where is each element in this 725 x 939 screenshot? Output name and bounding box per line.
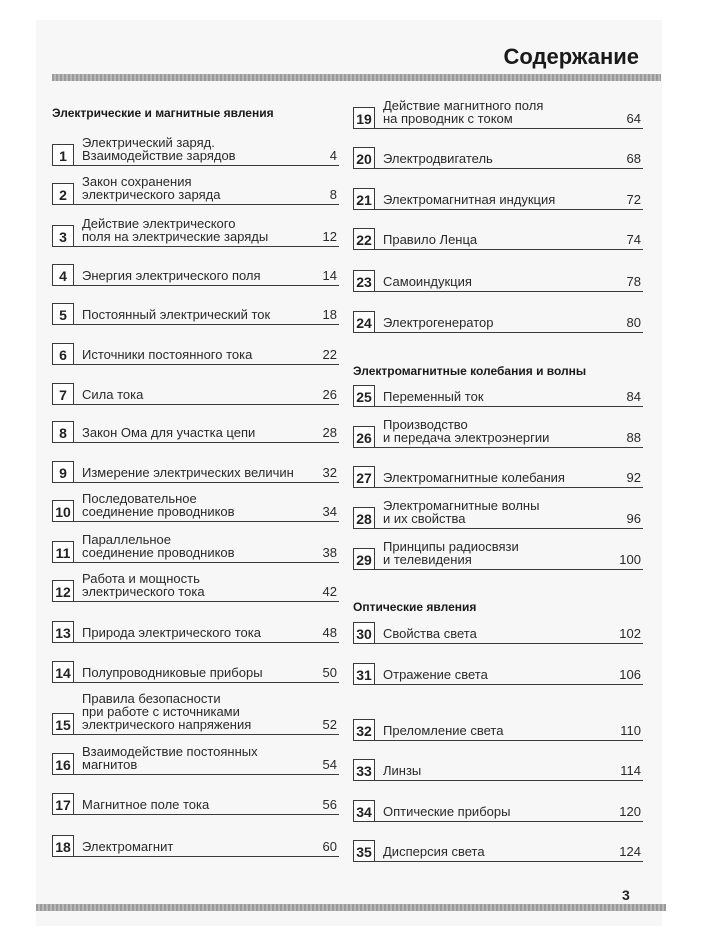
toc-item-page: 48 bbox=[322, 625, 337, 640]
toc-item-number: 33 bbox=[353, 759, 375, 781]
toc-item-underline bbox=[74, 246, 339, 247]
toc-item-underline bbox=[74, 404, 339, 405]
toc-item-underline bbox=[375, 406, 643, 407]
toc-item[interactable] bbox=[52, 296, 339, 325]
toc-item-page: 52 bbox=[322, 717, 337, 732]
toc-item-page: 96 bbox=[626, 511, 641, 526]
toc-item-title: Правило Ленца bbox=[383, 232, 478, 247]
toc-item-title: Работа и мощность электрического тока bbox=[82, 571, 205, 599]
toc-item-underline bbox=[375, 861, 643, 862]
toc-item-number: 3 bbox=[52, 225, 74, 247]
toc-item-underline bbox=[74, 774, 339, 775]
toc-item-number: 19 bbox=[353, 107, 375, 129]
toc-item-underline bbox=[375, 780, 643, 781]
toc-item-page: 124 bbox=[619, 844, 641, 859]
toc-item[interactable] bbox=[52, 786, 339, 815]
toc-item-underline bbox=[74, 442, 339, 443]
toc-item[interactable] bbox=[52, 414, 339, 443]
toc-item-number: 20 bbox=[353, 147, 375, 169]
toc-item-number: 25 bbox=[353, 385, 375, 407]
toc-item-underline bbox=[74, 204, 339, 205]
toc-item-title: Электрический заряд. Взаимодействие зарядов bbox=[82, 135, 236, 163]
toc-item[interactable] bbox=[52, 176, 339, 205]
toc-item-underline bbox=[375, 128, 643, 129]
toc-item-page: 110 bbox=[620, 723, 641, 738]
toc-item-page: 32 bbox=[322, 465, 337, 480]
toc-item-number: 18 bbox=[52, 835, 74, 857]
toc-item-underline bbox=[375, 249, 643, 250]
toc-item-page: 54 bbox=[322, 757, 337, 772]
toc-item-title: Энергия электрического поля bbox=[82, 268, 261, 283]
toc-item-title: Принципы радиосвязи и телевидения bbox=[383, 539, 519, 567]
toc-item-number: 24 bbox=[353, 311, 375, 333]
toc-item-title: Оптические приборы bbox=[383, 804, 511, 819]
toc-item[interactable] bbox=[353, 500, 643, 529]
toc-item-underline bbox=[74, 856, 339, 857]
toc-item-title: Электрогенератор bbox=[383, 315, 494, 330]
toc-item-underline bbox=[74, 521, 339, 522]
toc-item-underline bbox=[375, 168, 643, 169]
toc-item-number: 28 bbox=[353, 507, 375, 529]
toc-item[interactable] bbox=[353, 263, 643, 292]
toc-item[interactable] bbox=[353, 615, 643, 644]
toc-item-underline bbox=[375, 291, 643, 292]
toc-item-title: Полупроводниковые приборы bbox=[82, 665, 263, 680]
toc-item-title: Действие магнитного поля на проводник с током bbox=[383, 98, 544, 126]
toc-item-title: Электромагнитные волны и их свойства bbox=[383, 498, 540, 526]
toc-item-underline bbox=[375, 209, 643, 210]
toc-item[interactable] bbox=[353, 793, 643, 822]
toc-item-number: 27 bbox=[353, 466, 375, 488]
toc-item-underline bbox=[74, 285, 339, 286]
toc-item-underline bbox=[375, 447, 643, 448]
toc-item-number: 29 bbox=[353, 548, 375, 570]
toc-item[interactable] bbox=[52, 454, 339, 483]
toc-item-underline bbox=[375, 487, 643, 488]
toc-item-number: 17 bbox=[52, 793, 74, 815]
toc-item[interactable] bbox=[52, 573, 339, 602]
toc-item-page: 114 bbox=[620, 763, 641, 778]
toc-item-page: 84 bbox=[626, 389, 641, 404]
toc-item-page: 72 bbox=[626, 192, 641, 207]
toc-item-number: 15 bbox=[52, 713, 74, 735]
toc-item-title: Взаимодействие постоянных магнитов bbox=[82, 744, 258, 772]
toc-item-title: Измерение электрических величин bbox=[82, 465, 294, 480]
toc-item-page: 50 bbox=[322, 665, 337, 680]
toc-item-underline bbox=[375, 569, 643, 570]
toc-item-number: 9 bbox=[52, 461, 74, 483]
toc-item-title: Источники постоянного тока bbox=[82, 347, 253, 362]
toc-item-title: Постоянный электрический ток bbox=[82, 307, 271, 322]
toc-item[interactable] bbox=[52, 614, 339, 643]
toc-item-number: 4 bbox=[52, 264, 74, 286]
toc-item-page: 102 bbox=[619, 626, 641, 641]
toc-item-underline bbox=[74, 682, 339, 683]
toc-item-page: 74 bbox=[626, 232, 641, 247]
toc-item-number: 31 bbox=[353, 663, 375, 685]
toc-item-underline bbox=[74, 601, 339, 602]
toc-item[interactable] bbox=[353, 419, 643, 448]
section-heading-electric: Электрические и магнитные явления bbox=[52, 106, 274, 120]
section-heading-em: Электромагнитные колебания и волны bbox=[353, 364, 587, 378]
toc-item-title: Электродвигатель bbox=[383, 151, 493, 166]
toc-item-page: 14 bbox=[322, 268, 337, 283]
toc-item-page: 88 bbox=[626, 430, 641, 445]
toc-item-number: 6 bbox=[52, 343, 74, 365]
toc-item-title: Преломление света bbox=[383, 723, 504, 738]
toc-item-page: 22 bbox=[322, 347, 337, 362]
toc-item[interactable] bbox=[353, 221, 643, 250]
toc-item[interactable] bbox=[353, 459, 643, 488]
footer-divider bbox=[36, 904, 666, 911]
toc-item-page: 78 bbox=[626, 274, 641, 289]
toc-item-title: Действие электрического поля на электрические заряды bbox=[82, 216, 269, 244]
toc-item[interactable] bbox=[353, 541, 643, 570]
toc-item[interactable] bbox=[52, 376, 339, 405]
toc-item[interactable] bbox=[52, 654, 339, 683]
toc-item-title: Дисперсия света bbox=[383, 844, 485, 859]
toc-item-page: 64 bbox=[626, 111, 641, 126]
toc-item[interactable] bbox=[353, 100, 643, 129]
toc-item-title: Линзы bbox=[383, 763, 422, 778]
toc-item[interactable] bbox=[52, 493, 339, 522]
toc-item-title: Переменный ток bbox=[383, 389, 484, 404]
toc-item-number: 21 bbox=[353, 188, 375, 210]
toc-item-title: Электромагнитная индукция bbox=[383, 192, 556, 207]
toc-item-title: Закон сохранения электрического заряда bbox=[82, 174, 221, 202]
toc-item[interactable] bbox=[353, 181, 643, 210]
toc-item[interactable] bbox=[52, 828, 339, 857]
toc-item-underline bbox=[74, 482, 339, 483]
toc-item-number: 34 bbox=[353, 800, 375, 822]
toc-item-number: 12 bbox=[52, 580, 74, 602]
section-heading-optics: Оптические явления bbox=[353, 600, 477, 614]
toc-item[interactable] bbox=[353, 752, 643, 781]
toc-item-page: 68 bbox=[626, 151, 641, 166]
toc-item-underline bbox=[74, 734, 339, 735]
toc-item-underline bbox=[375, 643, 643, 644]
toc-item-page: 28 bbox=[322, 425, 337, 440]
toc-item-page: 34 bbox=[322, 504, 337, 519]
toc-item-title: Свойства света bbox=[383, 626, 477, 641]
toc-item-number: 30 bbox=[353, 622, 375, 644]
toc-item-underline bbox=[74, 642, 339, 643]
toc-item-title: Сила тока bbox=[82, 387, 144, 402]
title-divider bbox=[52, 74, 661, 81]
toc-item-number: 13 bbox=[52, 621, 74, 643]
toc-item-underline bbox=[375, 821, 643, 822]
toc-item-title: Природа электрического тока bbox=[82, 625, 261, 640]
toc-item-underline bbox=[375, 332, 643, 333]
toc-item-number: 1 bbox=[52, 144, 74, 166]
toc-item-underline bbox=[74, 324, 339, 325]
toc-item-page: 60 bbox=[322, 839, 337, 854]
toc-item-title: Последовательное соединение проводников bbox=[82, 491, 235, 519]
toc-item-title: Производство и передача электроэнергии bbox=[383, 417, 550, 445]
toc-item-title: Самоиндукция bbox=[383, 274, 472, 289]
page-number: 3 bbox=[622, 887, 630, 903]
toc-item-page: 42 bbox=[322, 584, 337, 599]
toc-item[interactable] bbox=[52, 336, 339, 365]
toc-item[interactable] bbox=[52, 746, 339, 775]
toc-item-underline bbox=[74, 562, 339, 563]
toc-item-number: 7 bbox=[52, 383, 74, 405]
toc-item-underline bbox=[375, 528, 643, 529]
toc-item[interactable] bbox=[52, 218, 339, 247]
toc-item[interactable] bbox=[353, 833, 643, 862]
toc-item-number: 11 bbox=[52, 541, 74, 563]
toc-item-page: 100 bbox=[619, 552, 641, 567]
toc-item-underline bbox=[74, 814, 339, 815]
toc-item-number: 26 bbox=[353, 426, 375, 448]
toc-item-page: 4 bbox=[329, 148, 337, 163]
toc-item-number: 32 bbox=[353, 719, 375, 741]
toc-item-number: 22 bbox=[353, 228, 375, 250]
toc-item-title: Отражение света bbox=[383, 667, 488, 682]
toc-item-page: 80 bbox=[626, 315, 641, 330]
toc-item-page: 38 bbox=[322, 545, 337, 560]
page-title: Содержание bbox=[503, 44, 639, 69]
toc-item-title: Магнитное поле тока bbox=[82, 797, 210, 812]
toc-item[interactable] bbox=[353, 656, 643, 685]
toc-item-page: 56 bbox=[322, 797, 337, 812]
toc-item-number: 5 bbox=[52, 303, 74, 325]
toc-item[interactable] bbox=[353, 140, 643, 169]
toc-item-title: Электромагнит bbox=[82, 839, 174, 854]
toc-item-title: Электромагнитные колебания bbox=[383, 470, 565, 485]
toc-item-page: 12 bbox=[322, 229, 337, 244]
toc-item[interactable] bbox=[353, 712, 643, 741]
toc-item-title: Правила безопасности при работе с источниками электрического напряжения bbox=[82, 691, 252, 732]
toc-item-underline bbox=[375, 740, 643, 741]
toc-item[interactable] bbox=[52, 534, 339, 563]
toc-item[interactable] bbox=[52, 257, 339, 286]
toc-item-title: Закон Ома для участка цепи bbox=[82, 425, 256, 440]
toc-item-page: 8 bbox=[329, 187, 337, 202]
toc-item[interactable] bbox=[353, 378, 643, 407]
toc-item-title: Параллельное соединение проводников bbox=[82, 532, 235, 560]
toc-item-number: 10 bbox=[52, 500, 74, 522]
toc-item-page: 92 bbox=[626, 470, 641, 485]
toc-item-underline bbox=[375, 684, 643, 685]
toc-item-number: 8 bbox=[52, 421, 74, 443]
toc-item-number: 35 bbox=[353, 840, 375, 862]
toc-item-page: 106 bbox=[619, 667, 641, 682]
toc-item-page: 18 bbox=[322, 307, 337, 322]
toc-item[interactable] bbox=[52, 691, 339, 735]
toc-item-number: 14 bbox=[52, 661, 74, 683]
toc-item-number: 2 bbox=[52, 183, 74, 205]
toc-item-page: 26 bbox=[322, 387, 337, 402]
toc-item-number: 16 bbox=[52, 753, 74, 775]
toc-item-number: 23 bbox=[353, 270, 375, 292]
toc-item-underline bbox=[74, 165, 339, 166]
toc-item-page: 120 bbox=[619, 804, 641, 819]
toc-item-underline bbox=[74, 364, 339, 365]
toc-item[interactable] bbox=[52, 137, 339, 166]
toc-item[interactable] bbox=[353, 304, 643, 333]
